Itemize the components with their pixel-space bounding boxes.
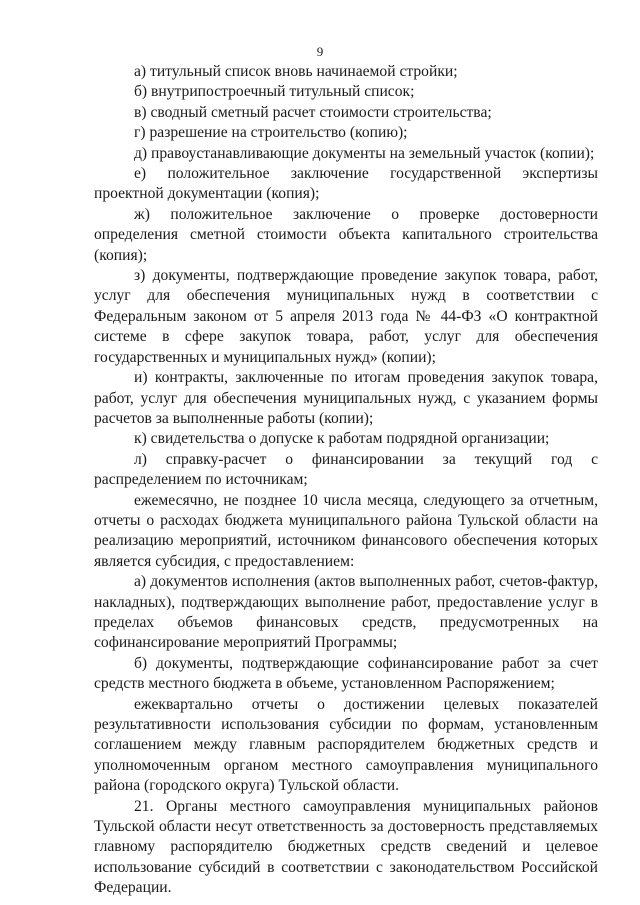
paragraph-item-z: з) документы, подтверждающие проведение закупок товара, работ, услуг для обеспечения муниципальных нужд в соответствии с Федеральным законом от 5 апреля 2013 года № 44-ФЗ «О контрактной системе в сфере закупок товара, работ, услуг для обеспечения государственных и муниципальных нужд» (копии); <box>94 267 598 366</box>
paragraph-item-v: в) сводный сметный расчет стоимости строительства; <box>134 103 492 121</box>
paragraph-item-e: е) положительное заключение государственной экспертизы проектной документации (копия); <box>94 165 598 203</box>
paragraph-clause-21: 21. Органы местного самоуправления муниципальных районов Тульской области несут ответственность за достоверность представляемых главному распорядителю бюджетных средств сведений и целевое использование субсидий в соответствии с законодательством Российской Федерации. <box>94 797 598 897</box>
paragraph-item-zh: ж) положительное заключение о проверке достоверности определения сметной стоимости объекта капитального строительства (копия); <box>94 205 598 264</box>
document-body <box>94 62 598 899</box>
paragraph-item-i: и) контракты, заключенные по итогам проведения закупок товара, работ, услуг для обеспечения муниципальных нужд, с указанием формы расчетов за выполненные работы (копии); <box>94 369 598 427</box>
paragraph-item-k: к) свидетельства о допуске к работам подрядной организации; <box>134 430 550 448</box>
paragraph-item-d: д) правоустанавливающие документы на земельный участок (копии); <box>134 144 595 162</box>
paragraph-quarterly-reports: ежеквартально отчеты о достижении целевых показателей результативности использования субсидии по формам, установленным соглашением между главным распорядителем бюджетных средств и уполномоченным органом местного самоуправления муниципального района (городского округа) Тульской области. <box>94 695 598 795</box>
paragraph-item-l: л) справку-расчет о финансировании за текущий год с распределением по источникам; <box>94 450 598 489</box>
paragraph-item-a: а) титульный список вновь начинаемой стройки; <box>134 63 458 80</box>
paragraph-item-g: г) разрешение на строительство (копию); <box>134 124 408 142</box>
paragraph-subitem-a: а) документов исполнения (актов выполненных работ, счетов-фактур, накладных), подтверждающих выполнение работ, предоставление услуг в пределах объемов финансовых средств, предусмотренных на софинансирование мероприятий Программы; <box>94 573 598 652</box>
paragraph-subitem-b: б) документы, подтверждающие софинансирование работ за счет средств местного бюджета в объеме, установленном Распоряжением; <box>94 654 598 693</box>
paragraph-monthly-reports: ежемесячно, не позднее 10 числа месяца, следующего за отчетным, отчеты о расходах бюджета муниципального района Тульской области на реализацию мероприятий, источником финансового обеспечения которых является субсидия, с предоставлением: <box>94 491 598 570</box>
paragraph-item-b: б) внутрипостроечный титульный список; <box>134 83 415 101</box>
page-number: 9 <box>316 44 324 59</box>
